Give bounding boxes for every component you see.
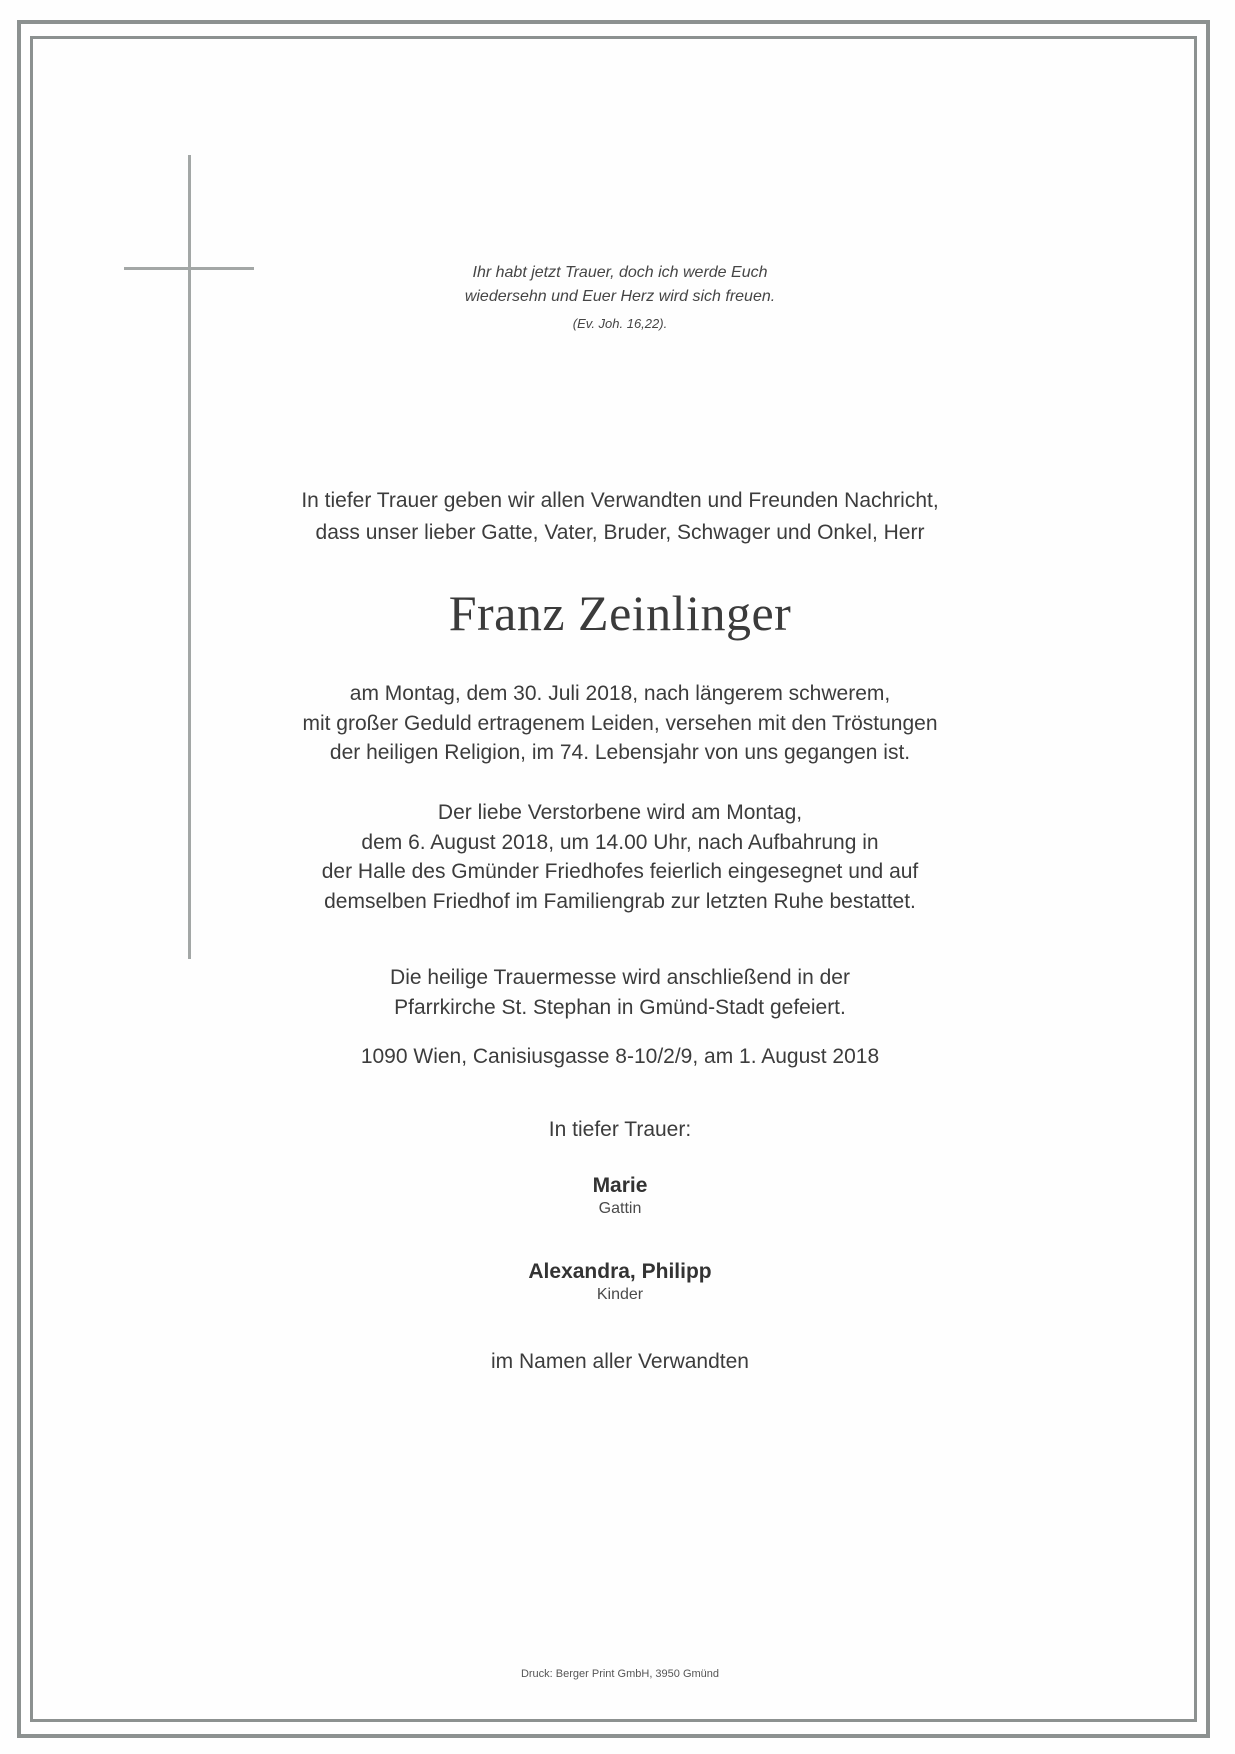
- funeral-info-line: demselben Friedhof im Familiengrab zur letzten Ruhe bestattet.: [324, 889, 916, 913]
- printer-credit: Druck: Berger Print GmbH, 3950 Gmünd: [520, 1668, 720, 1680]
- quote-line: Ihr habt jetzt Trauer, doch ich werde Euch: [472, 264, 768, 281]
- funeral-info-line: Der liebe Verstorbene wird am Montag,: [437, 801, 803, 824]
- mass-info-line: Die heilige Trauermesse wird anschließend in der: [390, 966, 850, 989]
- mourner-role: Kinder: [596, 1286, 644, 1303]
- funeral-info-line: dem 6. August 2018, um 14.00 Uhr, nach Aufbahrung in: [361, 830, 879, 854]
- mourner-entry: [210, 1173, 1030, 1219]
- mourner-name: Alexandra, Philipp: [528, 1260, 712, 1283]
- death-info-line: am Montag, dem 30. Juli 2018, nach längerem schwerem,: [349, 682, 891, 705]
- mourner-entry: [210, 1259, 1030, 1305]
- mass-info: [210, 963, 1030, 1022]
- funeral-info: [210, 798, 1030, 916]
- intro-line: In tiefer Trauer geben wir allen Verwandten und Freunden Nachricht,: [301, 489, 939, 512]
- quote-reference: (Ev. Joh. 16,22).: [572, 316, 668, 331]
- mourning-label: In tiefer Trauer:: [548, 1118, 692, 1141]
- cross-vertical-bar: [188, 155, 191, 959]
- place-date: 1090 Wien, Canisiusgasse 8-10/2/9, am 1. August 2018: [360, 1045, 880, 1068]
- intro-text: [210, 485, 1030, 549]
- mourner-name: Marie: [592, 1174, 648, 1197]
- intro-line: dass unser lieber Gatte, Vater, Bruder, Schwager und Onkel, Herr: [315, 521, 925, 544]
- funeral-info-line: der Halle des Gmünder Friedhofes feierlich eingesegnet und auf: [321, 860, 919, 883]
- death-info: [210, 679, 1030, 768]
- deceased-name: Franz Zeinlinger: [448, 585, 792, 641]
- death-info-line: mit großer Geduld ertragenem Leiden, versehen mit den Tröstungen: [302, 711, 938, 735]
- quote-line: wiedersehn und Euer Herz wird sich freuen.: [464, 288, 776, 305]
- bible-quote: [210, 261, 1030, 333]
- death-info-line: der heiligen Religion, im 74. Lebensjahr von uns gegangen ist.: [329, 741, 911, 764]
- mourner-role: Gattin: [598, 1200, 642, 1217]
- mass-info-line: Pfarrkirche St. Stephan in Gmünd-Stadt gefeiert.: [394, 995, 846, 1019]
- closing-line: im Namen aller Verwandten: [491, 1350, 749, 1373]
